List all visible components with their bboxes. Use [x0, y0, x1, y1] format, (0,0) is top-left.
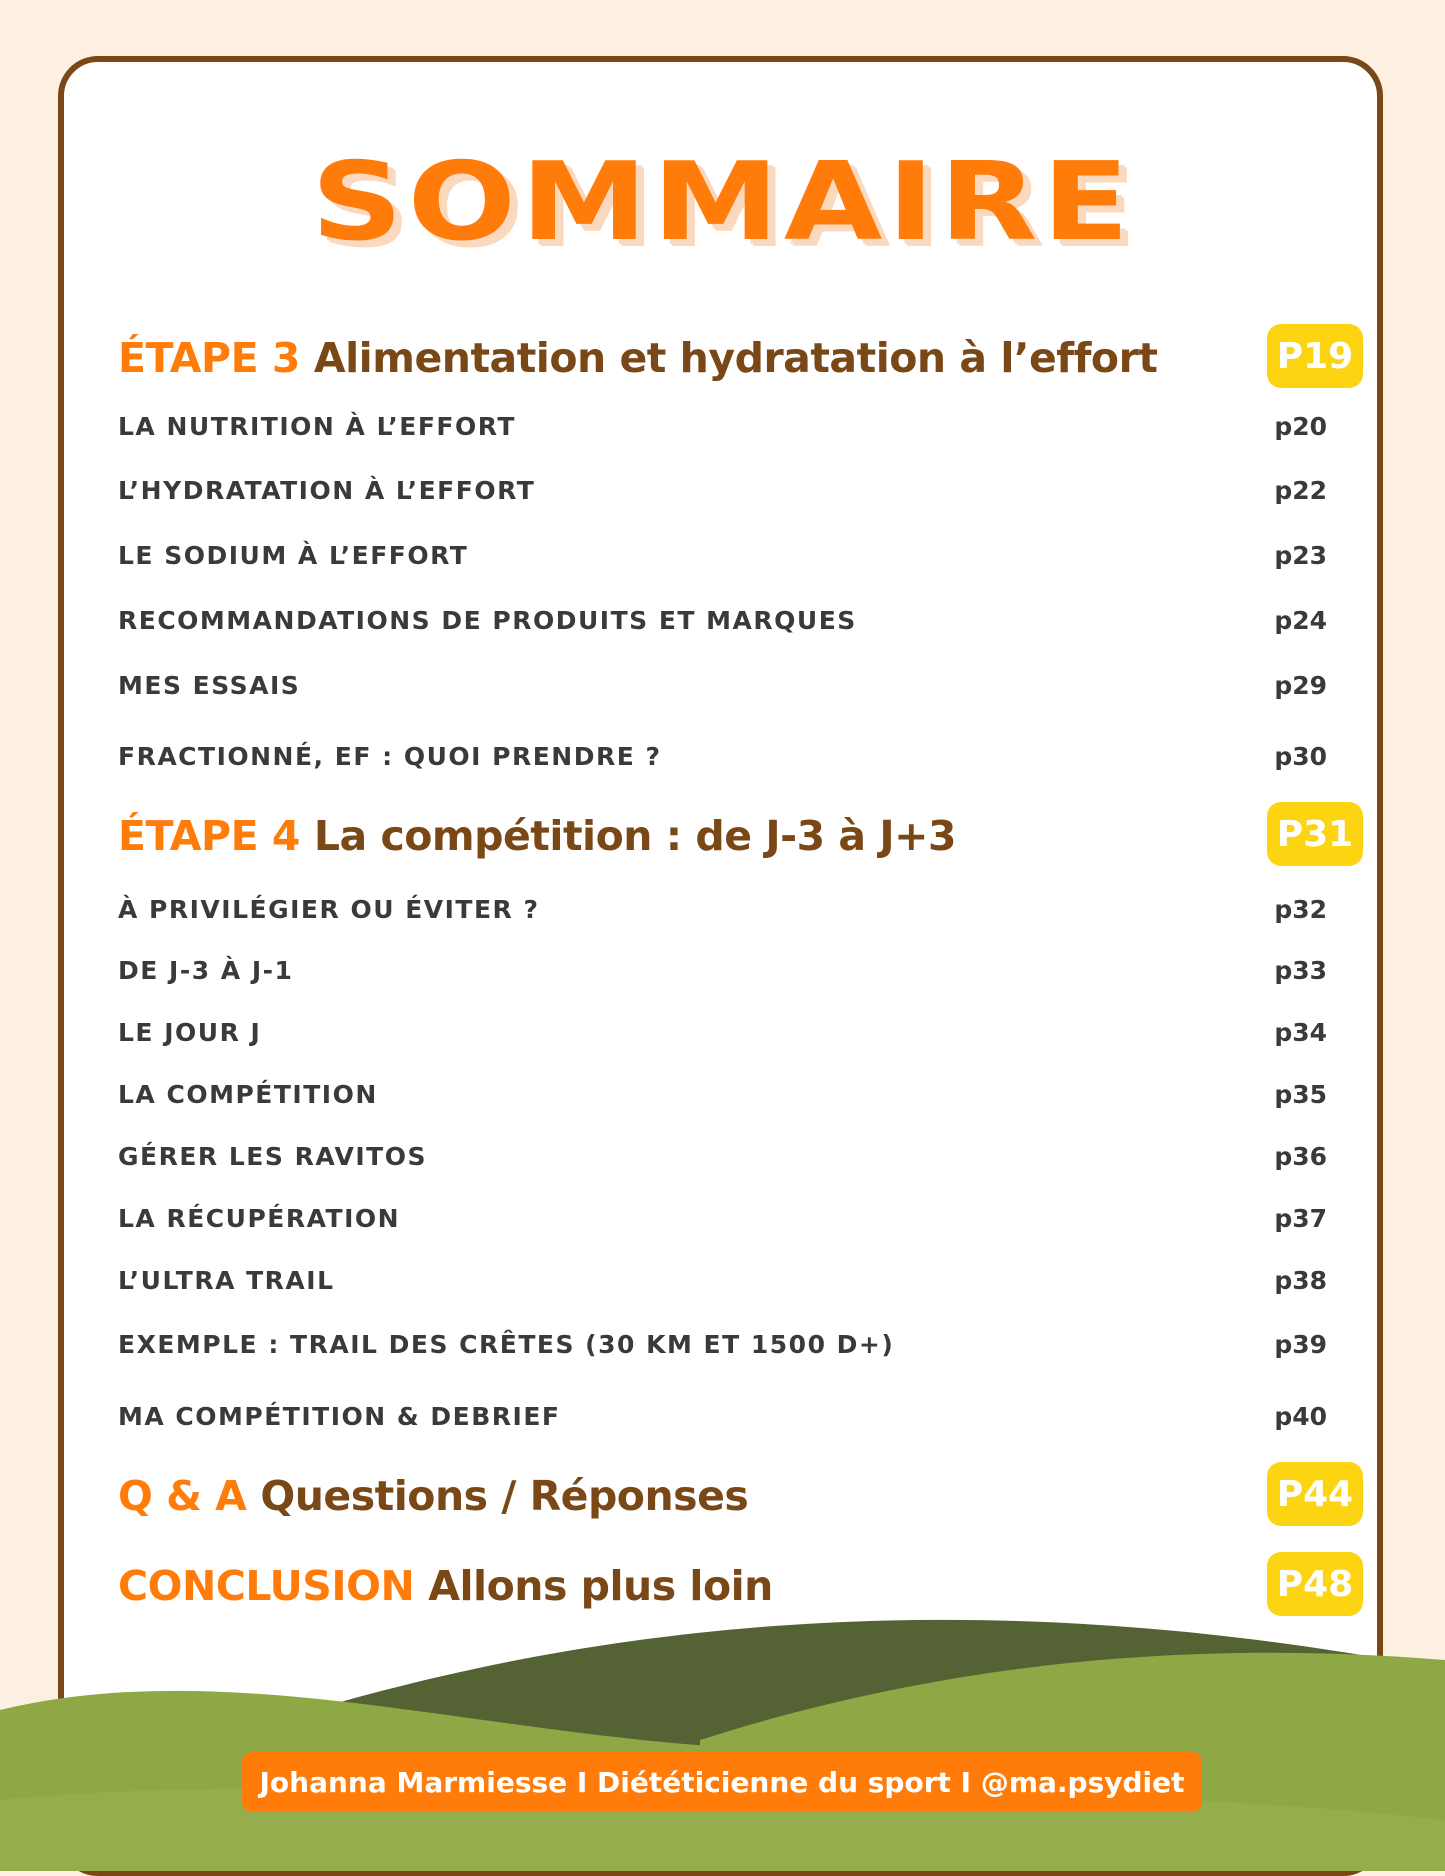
toc-item-page: p36: [1274, 1141, 1327, 1171]
section-label: CONCLUSION: [118, 1562, 415, 1610]
toc-item-label: L’HYDRATATION À L’EFFORT: [118, 475, 536, 505]
toc-item-page: p37: [1274, 1203, 1327, 1233]
toc-item[interactable]: [118, 1200, 1327, 1236]
toc-item-page: p34: [1274, 1017, 1327, 1047]
toc-item-page: p29: [1274, 670, 1327, 700]
toc-item-label: RECOMMANDATIONS DE PRODUITS ET MARQUES: [118, 605, 857, 635]
toc-item-label: MA COMPÉTITION & DEBRIEF: [118, 1401, 561, 1431]
section-title: Questions / Réponses: [260, 1472, 749, 1520]
section-etape-3[interactable]: [118, 328, 1363, 388]
toc-item[interactable]: [118, 1138, 1327, 1174]
page-badge: P44: [1267, 1462, 1363, 1526]
toc-item-page: p35: [1274, 1079, 1327, 1109]
toc-item-page: p22: [1274, 475, 1327, 505]
toc-item-label: LA COMPÉTITION: [118, 1079, 378, 1109]
toc-item[interactable]: [118, 1262, 1327, 1298]
section-etape-4[interactable]: [118, 806, 1363, 866]
toc-item-label: EXEMPLE : TRAIL DES CRÊTES (30 KM ET 1500 D+): [118, 1329, 895, 1359]
toc-item-label: FRACTIONNÉ, EF : QUOI PRENDRE ?: [118, 741, 662, 771]
toc-item-label: DE J-3 À J-1: [118, 955, 294, 985]
toc-item[interactable]: [118, 1326, 1327, 1362]
section-title: La compétition : de J-3 à J+3: [313, 812, 956, 860]
section-title: Alimentation et hydratation à l’effort: [313, 334, 1158, 382]
toc-item-page: p39: [1274, 1329, 1327, 1359]
toc-item-label: LE JOUR J: [118, 1017, 262, 1047]
section-label: Q & A: [118, 1472, 247, 1520]
toc-item-label: LA RÉCUPÉRATION: [118, 1203, 401, 1233]
toc-item-page: p33: [1274, 955, 1327, 985]
toc-item-page: p24: [1274, 605, 1327, 635]
toc-item-page: p40: [1274, 1401, 1327, 1431]
page-title: SOMMAIRE: [311, 140, 1134, 265]
toc-item[interactable]: [118, 1398, 1327, 1434]
page-badge: P19: [1267, 324, 1363, 388]
toc-item-label: L’ULTRA TRAIL: [118, 1265, 335, 1295]
toc-item-label: LE SODIUM À L’EFFORT: [118, 540, 469, 570]
toc-item-label: GÉRER LES RAVITOS: [118, 1141, 427, 1171]
toc-item-page: p38: [1274, 1265, 1327, 1295]
toc-item-label: MES ESSAIS: [118, 670, 301, 700]
section-label: ÉTAPE 4: [118, 812, 300, 860]
toc-item[interactable]: [118, 472, 1327, 508]
toc-item[interactable]: [118, 1076, 1327, 1112]
section-q-and-a[interactable]: [118, 1466, 1363, 1526]
page-badge: P48: [1267, 1552, 1363, 1616]
toc-item[interactable]: [118, 537, 1327, 573]
toc-item-page: p20: [1274, 411, 1327, 441]
section-title: Allons plus loin: [428, 1562, 773, 1610]
toc-item[interactable]: [118, 602, 1327, 638]
toc-item-label: LA NUTRITION À L’EFFORT: [118, 411, 516, 441]
toc-item-page: p32: [1274, 894, 1327, 924]
toc-item[interactable]: [118, 952, 1327, 988]
toc-item[interactable]: [118, 408, 1327, 444]
toc-item[interactable]: [118, 738, 1327, 774]
toc-item[interactable]: [118, 1014, 1327, 1050]
toc-item-page: p23: [1274, 540, 1327, 570]
toc-item[interactable]: [118, 667, 1327, 703]
page-badge: P31: [1267, 802, 1363, 866]
footer-credit: Johanna Marmiesse I Diététicienne du sport I @ma.psydiet: [242, 1752, 1202, 1812]
toc-item-page: p30: [1274, 741, 1327, 771]
hills-illustration: [0, 1600, 1445, 1871]
toc-item[interactable]: [118, 891, 1327, 927]
toc-item-label: À PRIVILÉGIER OU ÉVITER ?: [118, 894, 540, 924]
section-label: ÉTAPE 3: [118, 334, 300, 382]
